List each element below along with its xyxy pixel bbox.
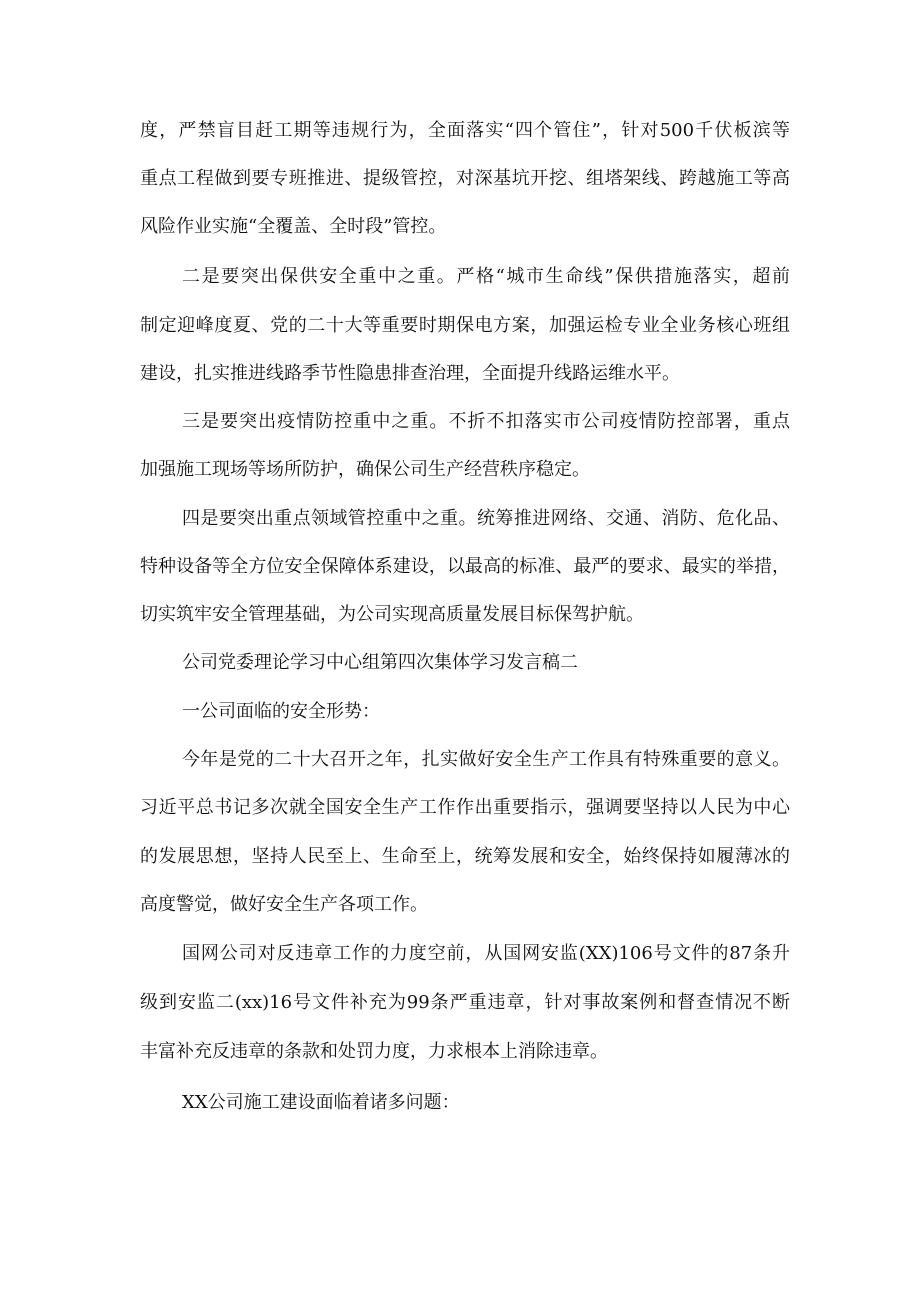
text-line: 的发展思想，坚持人民至上、生命至上，统筹发展和安全，始终保持如履薄冰的 xyxy=(140,846,790,867)
paragraph-line: 国网公司对反违章工作的力度空前，从国网安监(XX)106号文件的87条升 xyxy=(182,943,790,964)
text-line: 丰富补充反违章的条款和处罚力度，力求根本上消除违章。 xyxy=(140,1041,608,1062)
text-line: 级到安监二(xx)16号文件补充为99条严重违章，针对事故案例和督查情况不断 xyxy=(140,992,790,1013)
text-line: 重点工程做到要专班推进、提级管控，对深基坑开挖、组塔架线、跨越施工等高 xyxy=(140,168,790,189)
section-title: 公司党委理论学习中心组第四次集体学习发言稿二 xyxy=(182,652,578,673)
text-line: 特种设备等全方位安全保障体系建设，以最高的标准、最严的要求、最实的举措， xyxy=(140,556,790,577)
paragraph-line: XX公司施工建设面临着诸多问题： xyxy=(182,1092,460,1113)
text-line: 度，严禁盲目赶工期等违规行为，全面落实“四个管住”，针对500千伏板滨等 xyxy=(140,120,790,141)
paragraph-line: 四是要突出重点领域管控重中之重。统筹推进网络、交通、消防、危化品、 xyxy=(182,508,790,529)
text-line: 风险作业实施“全覆盖、全时段”管控。 xyxy=(140,216,447,237)
text-line: 建设，扎实推进线路季节性隐患排查治理，全面提升线路运维水平。 xyxy=(140,363,680,384)
text-line: 制定迎峰度夏、党的二十大等重要时期保电方案，加强运检专业全业务核心班组 xyxy=(140,315,790,336)
text-line: 加强施工现场等场所防护，确保公司生产经营秩序稳定。 xyxy=(140,459,590,480)
paragraph-line: 二是要突出保供安全重中之重。严格“城市生命线”保供措施落实，超前 xyxy=(182,266,790,287)
text-line: 高度警觉，做好安全生产各项工作。 xyxy=(140,894,428,915)
text-line: 习近平总书记多次就全国安全生产工作作出重要指示，强调要坚持以人民为中心 xyxy=(140,797,790,818)
text-line: 切实筑牢安全管理基础，为公司实现高质量发展目标保驾护航。 xyxy=(140,604,644,625)
subsection-heading: 一公司面临的安全形势： xyxy=(182,701,380,722)
paragraph-line: 今年是党的二十大召开之年，扎实做好安全生产工作具有特殊重要的意义。 xyxy=(182,749,790,770)
paragraph-line: 三是要突出疫情防控重中之重。不折不扣落实市公司疫情防控部署，重点 xyxy=(182,411,790,432)
